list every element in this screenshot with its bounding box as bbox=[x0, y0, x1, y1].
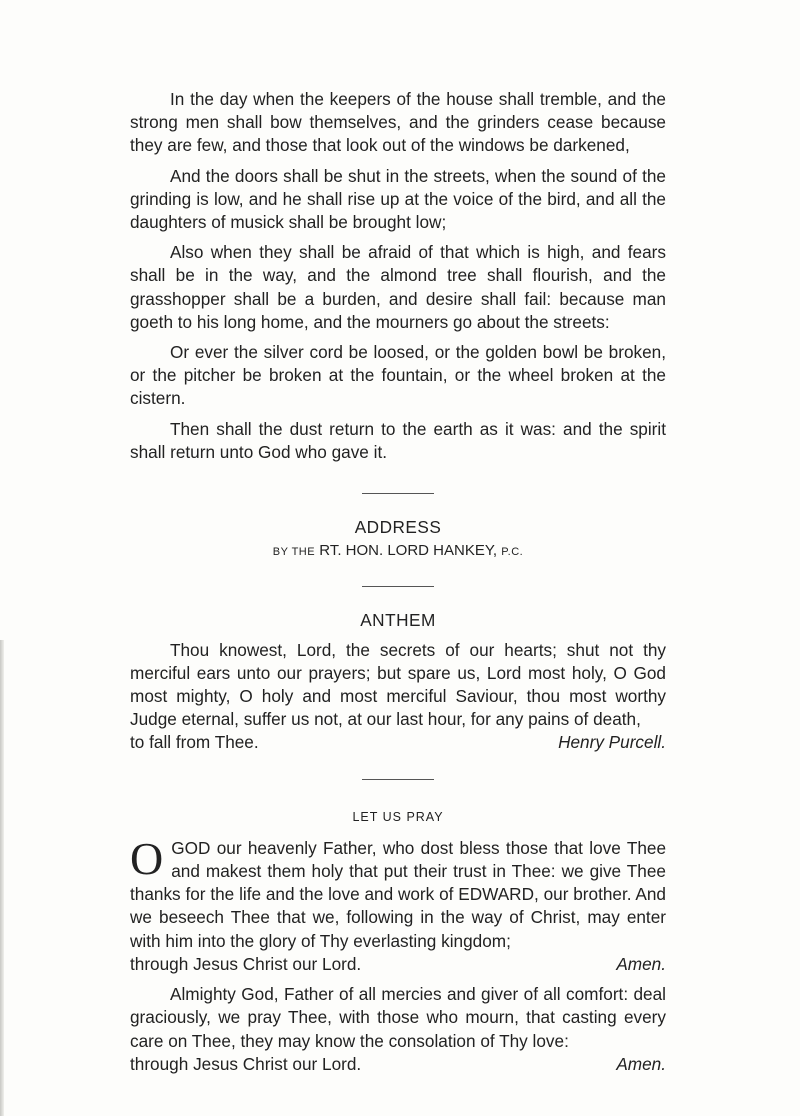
scripture-verse-2: And the doors shall be shut in the streets, when the sound of the grinding is low, and he shall rise up at the voice of the bird, and all the daughters of musick shall be brought low; bbox=[130, 165, 666, 233]
anthem-composer: Henry Purcell. bbox=[558, 732, 666, 753]
prayer-heading: LET US PRAY bbox=[352, 809, 444, 824]
prayer-collect-2-last: through Jesus Christ our Lord. bbox=[130, 1053, 362, 1074]
drop-cap: O bbox=[130, 832, 164, 884]
document-page bbox=[130, 88, 666, 1076]
prayer-collect-1-main: GOD our heavenly Father, who dost bless those that love Thee and makest them holy that put their trust in Thee: we give Thee thanks for the life and the love and work of EDWARD, our brother. And we beseech Thee that we, following in the way of Christ, may enter with him into the glory of Thy everlasting kingdom; bbox=[130, 837, 666, 951]
prayer-collect-1-text bbox=[130, 832, 666, 953]
prayer-collect-2-ending bbox=[130, 1053, 666, 1076]
prayer-collect-1-ending bbox=[130, 953, 666, 976]
anthem-text bbox=[130, 639, 666, 732]
address-section bbox=[130, 516, 666, 564]
prayer-section bbox=[130, 806, 666, 1076]
prayer-collect-2-main: Almighty God, Father of all mercies and giver of all comfort: deal graciously, we pray Thee, with those who mourn, that casting every care on Thee, they may know the consolation of Thy love: bbox=[130, 984, 666, 1051]
address-heading: ADDRESS bbox=[354, 517, 442, 538]
anthem-heading: ANTHEM bbox=[360, 610, 436, 631]
scripture-verse-4: Or ever the silver cord be loosed, or the golden bowl be broken, or the pitcher be broken at the fountain, or the wheel broken at the cistern. bbox=[130, 342, 666, 409]
page-edge-shadow bbox=[0, 640, 4, 1116]
prayer-collect-1 bbox=[130, 832, 666, 976]
byline-prefix: BY THE bbox=[272, 546, 316, 559]
amen-2: Amen. bbox=[616, 1053, 666, 1074]
scripture-verse-1: In the day when the keepers of the house shall tremble, and the strong men shall bow themselves, and the grinders cease because they are few, and those that look out of the windows be darkened, bbox=[130, 89, 666, 156]
scripture-passage bbox=[130, 88, 666, 464]
anthem-text-main: Thou knowest, Lord, the secrets of our hearts; shut not thy merciful ears unto our prayers; but spare us, Lord most holy, O God most mighty, O holy and most merciful Saviour, thou most worthy Judge eternal, suffer us not, at our last hour, for any pains of death, bbox=[130, 639, 666, 730]
prayer-collect-1-last: through Jesus Christ our Lord. bbox=[130, 953, 362, 974]
anthem-section bbox=[130, 609, 666, 754]
byline-name: RT. HON. LORD HANKEY, bbox=[319, 542, 498, 560]
anthem-text-last: to fall from Thee. bbox=[130, 732, 259, 753]
address-byline bbox=[130, 539, 666, 564]
scripture-verse-5: Then shall the dust return to the earth as it was: and the spirit shall return unto God who gave it. bbox=[130, 418, 666, 462]
byline-suffix: P.C. bbox=[501, 546, 524, 559]
prayer-collect-2 bbox=[130, 983, 666, 1076]
scripture-verse-3: Also when they shall be afraid of that which is high, and fears shall be in the way, and the almond tree shall flourish, and the grasshopper shall be a burden, and desire shall fail: because man goeth to his long home, and the mourners go about the streets: bbox=[130, 242, 666, 332]
amen-1: Amen. bbox=[616, 953, 666, 974]
anthem-attribution-row bbox=[130, 731, 666, 754]
